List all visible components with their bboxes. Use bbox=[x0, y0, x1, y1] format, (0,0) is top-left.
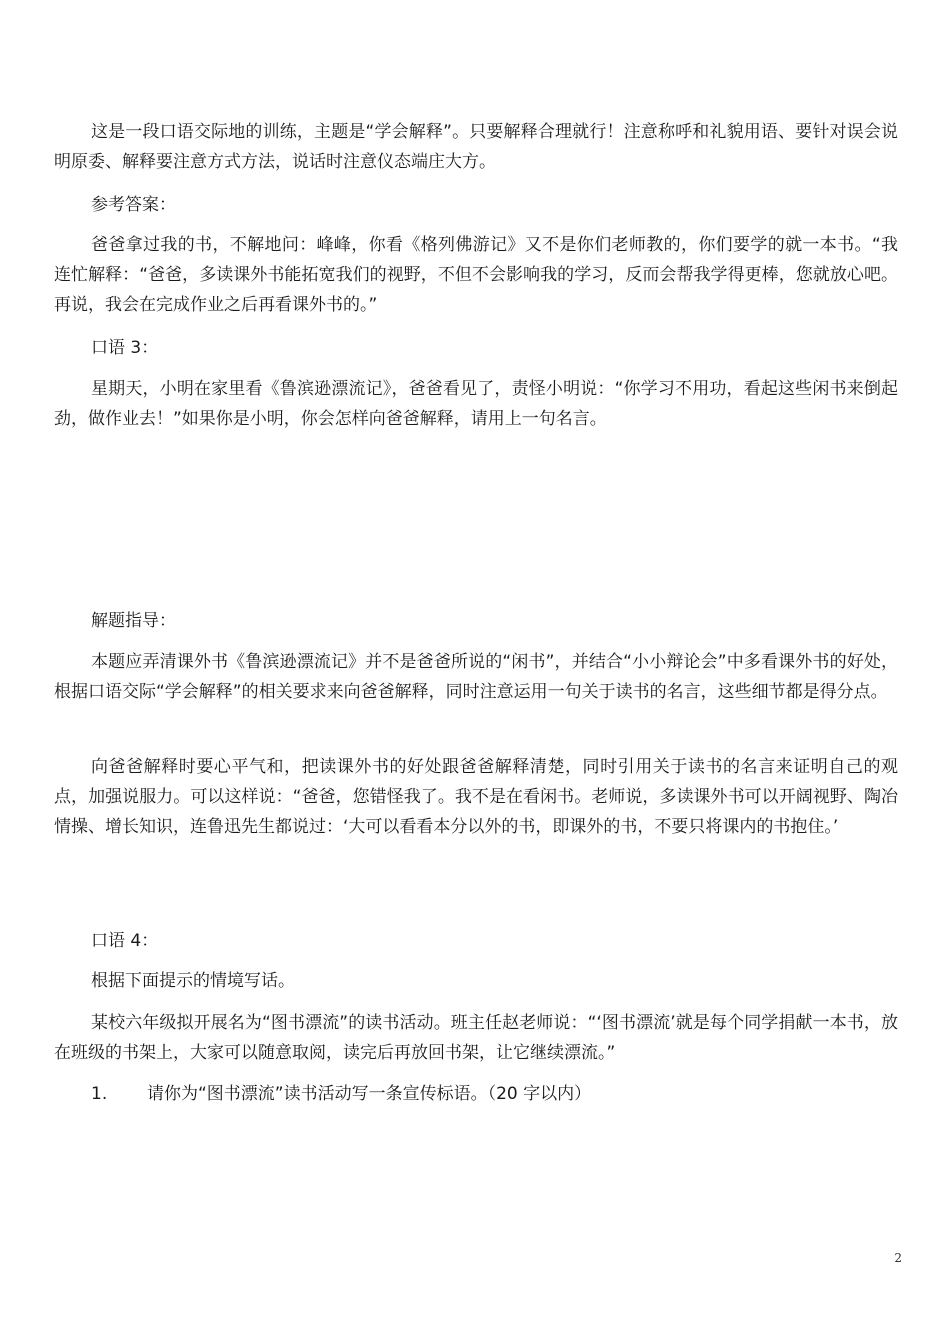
question-item-text: 请你为“图书漂流”读书活动写一条宣传标语。（20 字以内） bbox=[147, 1084, 592, 1104]
oral-4-instruction: 根据下面提示的情境写话。 bbox=[91, 971, 295, 991]
intro-paragraph: 这是一段口语交际地的训练，主题是“学会解释”。只要解释合理就行！注意称呼和礼貌用语、要针对误会说明原委、解释要注意方式方法，说话时注意仪态端庄大方。 bbox=[54, 122, 898, 172]
solution-guide-heading: 解题指导： bbox=[91, 611, 176, 631]
question-item-1 bbox=[91, 1079, 591, 1109]
oral-3-heading: 口语 3： bbox=[91, 338, 159, 358]
question-item-number: 1. bbox=[91, 1084, 108, 1104]
solution-guide-paragraph: 本题应弄清课外书《鲁滨逊漂流记》并不是爸爸所说的“闲书”，并结合“小小辩论会”中多看课外书的好处，根据口语交际“学会解释”的相关要求来向爸爸解释，同时注意运用一句关于读书的名言，这些细节都是得分点。 bbox=[54, 652, 898, 702]
page-number: 2 bbox=[894, 1251, 902, 1265]
reference-answer-paragraph: 爸爸拿过我的书，不解地问：峰峰，你看《格列佛游记》又不是你们老师教的，你们要学的就一本书。“我连忙解释：“爸爸，多读课外书能拓宽我们的视野，不但不会影响我的学习，反而会帮我学得更棒，您就放心吧。再说，我会在完成作业之后再看课外书的。” bbox=[54, 235, 898, 315]
oral-4-heading: 口语 4： bbox=[91, 931, 159, 951]
oral-4-scenario: 某校六年级拟开展名为“图书漂流”的读书活动。班主任赵老师说：“‘图书漂流’就是每个同学捐献一本书，放在班级的书架上，大家可以随意取阅，读完后再放回书架，让它继续漂流。” bbox=[54, 1013, 898, 1063]
explanation-paragraph: 向爸爸解释时要心平气和，把读课外书的好处跟爸爸解释清楚，同时引用关于读书的名言来证明自己的观点，加强说服力。可以这样说：“爸爸，您错怪我了。我不是在看闲书。老师说，多读课外书可以开阔视野、陶冶情操、增长知识，连鲁迅先生都说过：‘大可以看看本分以外的书，即课外的书，不要只将课内的书抱住。’ bbox=[54, 757, 898, 837]
oral-3-question: 星期天，小明在家里看《鲁滨逊漂流记》，爸爸看见了，责怪小明说：“你学习不用功，看起这些闲书来倒起劲，做作业去！”如果你是小明，你会怎样向爸爸解释，请用上一句名言。 bbox=[54, 379, 898, 429]
reference-answer-heading: 参考答案： bbox=[91, 195, 176, 215]
